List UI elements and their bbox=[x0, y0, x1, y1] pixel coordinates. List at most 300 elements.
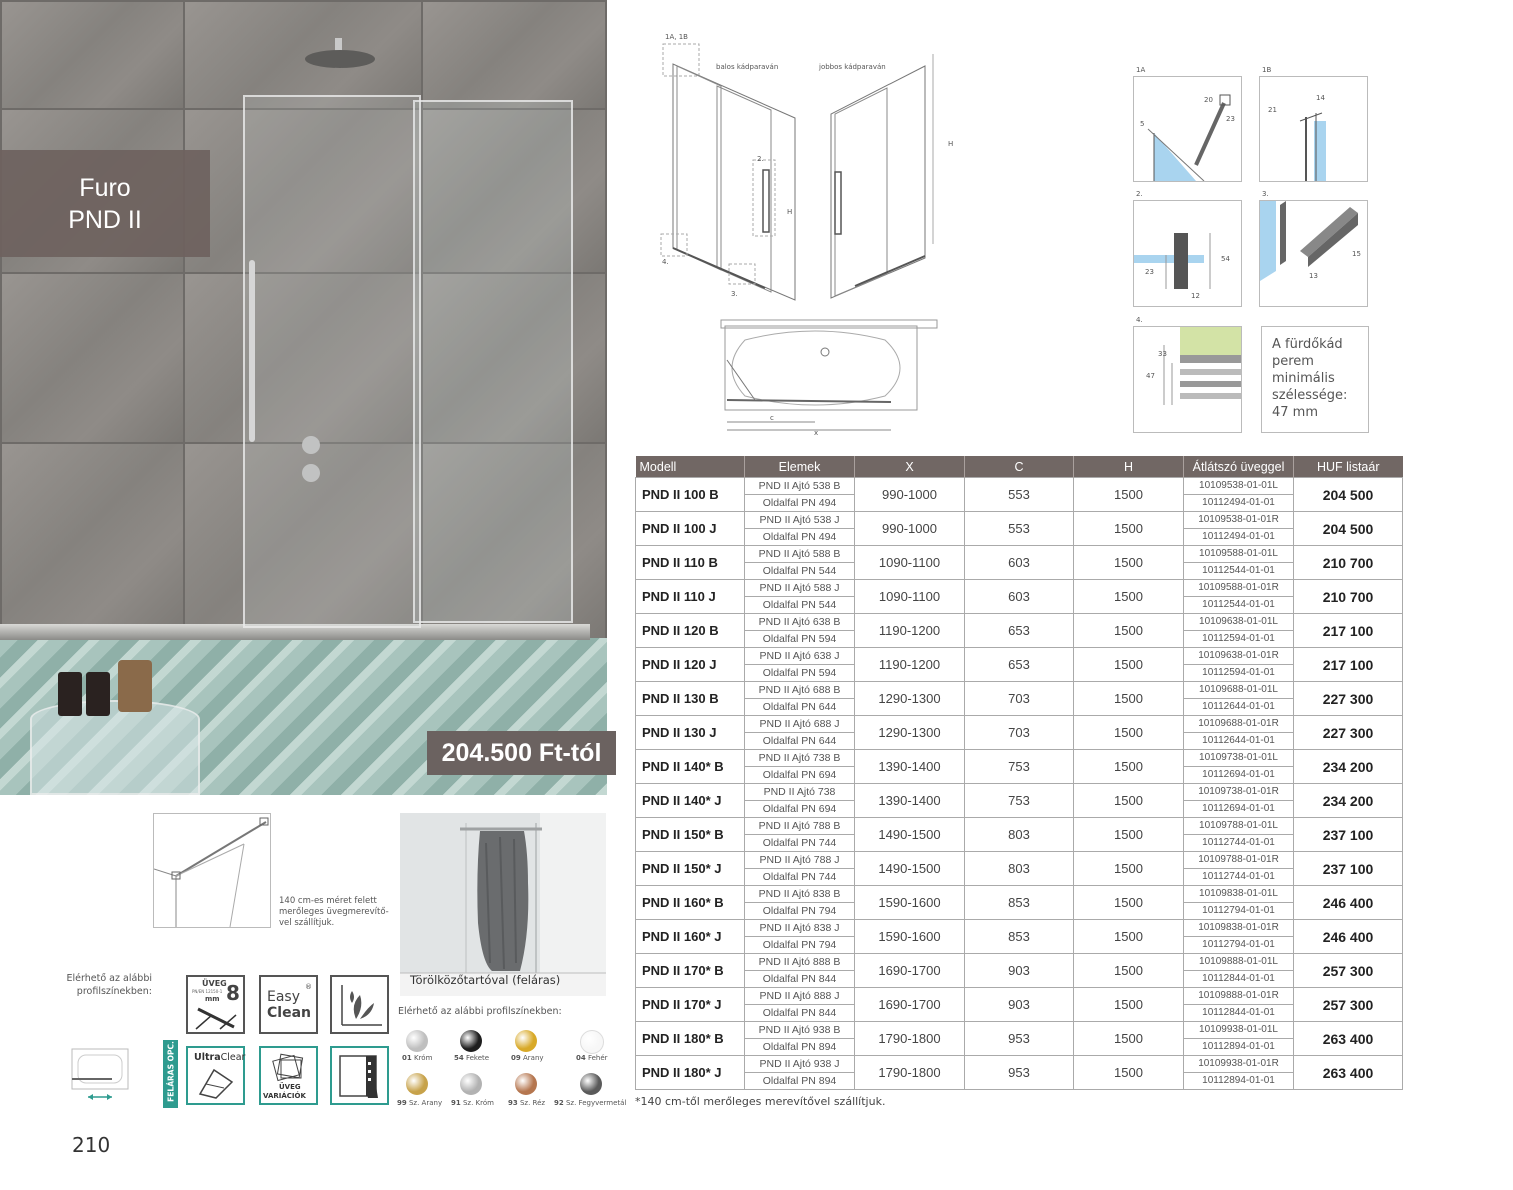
table-body bbox=[636, 478, 1403, 1090]
ultraclear-label-a: Ultra bbox=[194, 1052, 221, 1063]
cell-part-number: 10109938-01-01R bbox=[1184, 1056, 1294, 1073]
cell-model: PND II 100 J bbox=[636, 512, 745, 546]
color-label bbox=[454, 1054, 489, 1062]
cell-side-panel: Oldalfal PN 494 bbox=[745, 529, 855, 546]
cell-x: 1690-1700 bbox=[855, 954, 965, 988]
glass-thickness: 8 bbox=[226, 981, 240, 1005]
cell-door: PND II Ajtó 638 J bbox=[745, 648, 855, 665]
bottle bbox=[86, 672, 110, 716]
detail-1a-drawing bbox=[1134, 77, 1241, 181]
technical-drawing bbox=[655, 30, 955, 445]
product-photo bbox=[0, 0, 607, 795]
cell-side-panel: Oldalfal PN 594 bbox=[745, 665, 855, 682]
cell-h: 1500 bbox=[1074, 580, 1184, 614]
cell-h: 1500 bbox=[1074, 954, 1184, 988]
cell-model: PND II 160* J bbox=[636, 920, 745, 954]
eco-leaf-icon bbox=[330, 975, 389, 1034]
cell-price: 210 700 bbox=[1294, 580, 1403, 614]
color-swatch-brushed-gold bbox=[406, 1073, 428, 1095]
drawing-x-label: x bbox=[814, 429, 819, 437]
cell-x: 1290-1300 bbox=[855, 716, 965, 750]
dim-1a: 5 bbox=[1140, 120, 1145, 128]
wall-tile bbox=[183, 0, 423, 110]
wall-tile bbox=[0, 442, 185, 642]
towel-holder-caption: Törölközőtartóval (feláras) bbox=[410, 973, 561, 987]
header-c: C bbox=[965, 456, 1074, 478]
color-code: 09 bbox=[511, 1054, 521, 1062]
wall-tile bbox=[0, 272, 185, 444]
cell-part-number: 10109688-01-01L bbox=[1184, 682, 1294, 699]
ultraclear-label bbox=[194, 1052, 245, 1063]
ultraclear-label-b: Clear bbox=[220, 1052, 246, 1063]
cell-door: PND II Ajtó 888 J bbox=[745, 988, 855, 1005]
header-model: Modell bbox=[636, 456, 745, 478]
table-row bbox=[636, 784, 1403, 801]
header-elements: Elemek bbox=[745, 456, 855, 478]
cell-part-number: 10109588-01-01R bbox=[1184, 580, 1294, 597]
bathtub-outline-icon bbox=[70, 1045, 130, 1105]
side-glass-panel bbox=[413, 100, 573, 623]
glass-label: ÜVEG bbox=[202, 979, 227, 988]
cell-price: 257 300 bbox=[1294, 988, 1403, 1022]
color-name: Sz. Króm bbox=[462, 1099, 494, 1107]
cell-model: PND II 130 B bbox=[636, 682, 745, 716]
cell-side-panel: Oldalfal PN 644 bbox=[745, 733, 855, 750]
cell-model: PND II 130 J bbox=[636, 716, 745, 750]
color-name: Arany bbox=[522, 1054, 544, 1062]
color-swatch-brushed-copper bbox=[515, 1073, 537, 1095]
table-footnote: *140 cm-től merőleges merevítővel szállítjuk. bbox=[635, 1095, 886, 1108]
ultraclear-icon bbox=[186, 1046, 245, 1105]
cell-h: 1500 bbox=[1074, 716, 1184, 750]
cell-door: PND II Ajtó 538 B bbox=[745, 478, 855, 495]
cell-h: 1500 bbox=[1074, 886, 1184, 920]
table-row bbox=[636, 818, 1403, 835]
cell-price: 234 200 bbox=[1294, 750, 1403, 784]
table-row bbox=[636, 546, 1403, 563]
cell-door: PND II Ajtó 938 B bbox=[745, 1022, 855, 1039]
color-code: 54 bbox=[454, 1054, 464, 1062]
color-label bbox=[508, 1099, 545, 1107]
cell-door: PND II Ajtó 538 J bbox=[745, 512, 855, 529]
glass-standard: PN/EN 12150-1 bbox=[192, 989, 223, 994]
cell-x: 1390-1400 bbox=[855, 784, 965, 818]
variations-line1: ÜVEG bbox=[279, 1083, 301, 1091]
cell-model: PND II 180* J bbox=[636, 1056, 745, 1090]
cell-part-number: 10112644-01-01 bbox=[1184, 733, 1294, 750]
drawing-callout-4: 4. bbox=[662, 258, 669, 266]
color-code: 92 bbox=[554, 1099, 564, 1107]
cell-side-panel: Oldalfal PN 544 bbox=[745, 597, 855, 614]
cell-door: PND II Ajtó 788 J bbox=[745, 852, 855, 869]
detail-3-drawing bbox=[1260, 201, 1367, 306]
cell-part-number: 10112644-01-01 bbox=[1184, 699, 1294, 716]
cell-h: 1500 bbox=[1074, 920, 1184, 954]
color-swatch-black bbox=[460, 1030, 482, 1052]
color-name: Fehér bbox=[587, 1054, 608, 1062]
stiffener-line-icon bbox=[154, 814, 270, 927]
cell-price: 263 400 bbox=[1294, 1056, 1403, 1090]
cell-side-panel: Oldalfal PN 744 bbox=[745, 835, 855, 852]
cell-c: 803 bbox=[965, 818, 1074, 852]
cell-c: 703 bbox=[965, 716, 1074, 750]
glass-pane-icon bbox=[196, 1066, 236, 1100]
cell-x: 1590-1600 bbox=[855, 920, 965, 954]
dim-1b: 21 bbox=[1268, 106, 1277, 114]
cell-c: 903 bbox=[965, 954, 1074, 988]
cell-h: 1500 bbox=[1074, 546, 1184, 580]
colors-label: Elérhető az alábbi profilszínekben: bbox=[398, 1006, 562, 1017]
cell-price: 246 400 bbox=[1294, 886, 1403, 920]
cell-part-number: 10112744-01-01 bbox=[1184, 835, 1294, 852]
cell-c: 553 bbox=[965, 478, 1074, 512]
profile-colors-note: Elérhető az alábbi profilszínekben: bbox=[66, 973, 152, 997]
optional-badge bbox=[163, 1040, 178, 1108]
table-row bbox=[636, 716, 1403, 733]
cell-c: 903 bbox=[965, 988, 1074, 1022]
cell-part-number: 10112494-01-01 bbox=[1184, 529, 1294, 546]
drawing-label-right: jobbos kádparaván bbox=[819, 63, 886, 71]
cell-door: PND II Ajtó 688 J bbox=[745, 716, 855, 733]
cell-side-panel: Oldalfal PN 694 bbox=[745, 767, 855, 784]
cell-part-number: 10112794-01-01 bbox=[1184, 903, 1294, 920]
cell-part-number: 10109838-01-01L bbox=[1184, 886, 1294, 903]
sliding-glass-door bbox=[243, 95, 421, 628]
cell-c: 553 bbox=[965, 512, 1074, 546]
cell-x: 1590-1600 bbox=[855, 886, 965, 920]
drawing-label-left: balos kádparaván bbox=[716, 63, 779, 71]
cell-h: 1500 bbox=[1074, 988, 1184, 1022]
glass-pane-icon bbox=[192, 1007, 240, 1031]
cell-h: 1500 bbox=[1074, 478, 1184, 512]
cell-part-number: 10109638-01-01R bbox=[1184, 648, 1294, 665]
cell-part-number: 10112894-01-01 bbox=[1184, 1073, 1294, 1090]
cell-h: 1500 bbox=[1074, 682, 1184, 716]
table-row bbox=[636, 920, 1403, 937]
color-code: 04 bbox=[576, 1054, 586, 1062]
cell-c: 953 bbox=[965, 1022, 1074, 1056]
door-handle bbox=[249, 260, 255, 442]
cell-x: 990-1000 bbox=[855, 512, 965, 546]
drawing-callout-3: 3. bbox=[731, 290, 738, 298]
cell-price: 234 200 bbox=[1294, 784, 1403, 818]
detail-label-3: 3. bbox=[1262, 190, 1269, 198]
cell-x: 1290-1300 bbox=[855, 682, 965, 716]
table-row bbox=[636, 580, 1403, 597]
cell-door: PND II Ajtó 888 B bbox=[745, 954, 855, 971]
color-label bbox=[397, 1099, 442, 1107]
cell-model: PND II 160* B bbox=[636, 886, 745, 920]
cell-c: 653 bbox=[965, 614, 1074, 648]
drawing-h-right: H bbox=[948, 140, 954, 148]
header-clear-glass: Átlátszó üveggel bbox=[1184, 456, 1294, 478]
cell-price: 227 300 bbox=[1294, 716, 1403, 750]
cell-part-number: 10109638-01-01L bbox=[1184, 614, 1294, 631]
glass-stool bbox=[30, 700, 200, 795]
cell-h: 1500 bbox=[1074, 614, 1184, 648]
cell-model: PND II 120 J bbox=[636, 648, 745, 682]
color-swatch-gunmetal bbox=[580, 1073, 602, 1095]
cell-part-number: 10112544-01-01 bbox=[1184, 563, 1294, 580]
color-label bbox=[511, 1054, 544, 1062]
cell-door: PND II Ajtó 788 B bbox=[745, 818, 855, 835]
bottle bbox=[58, 672, 82, 716]
cell-side-panel: Oldalfal PN 694 bbox=[745, 801, 855, 818]
cell-h: 1500 bbox=[1074, 750, 1184, 784]
optional-badge-text: FELÁRAS OPC. bbox=[166, 1041, 176, 1102]
cell-side-panel: Oldalfal PN 894 bbox=[745, 1039, 855, 1056]
cell-part-number: 10109788-01-01R bbox=[1184, 852, 1294, 869]
color-label bbox=[576, 1054, 608, 1062]
price-badge bbox=[427, 731, 616, 775]
cell-price: 217 100 bbox=[1294, 614, 1403, 648]
detail-label-1a: 1A bbox=[1136, 66, 1146, 74]
table-row bbox=[636, 954, 1403, 971]
shower-head bbox=[305, 50, 375, 68]
cell-part-number: 10112894-01-01 bbox=[1184, 1039, 1294, 1056]
cell-model: PND II 140* B bbox=[636, 750, 745, 784]
cell-h: 1500 bbox=[1074, 512, 1184, 546]
header-price: HUF listaár bbox=[1294, 456, 1403, 478]
color-name: Sz. Réz bbox=[519, 1099, 546, 1107]
bath-direction-icon bbox=[70, 1045, 130, 1105]
color-swatch-chrome bbox=[406, 1030, 428, 1052]
table-row bbox=[636, 1056, 1403, 1073]
cell-h: 1500 bbox=[1074, 818, 1184, 852]
table-row bbox=[636, 886, 1403, 903]
cell-model: PND II 110 J bbox=[636, 580, 745, 614]
cell-side-panel: Oldalfal PN 794 bbox=[745, 903, 855, 920]
registered-mark: ® bbox=[305, 983, 312, 991]
cell-side-panel: Oldalfal PN 594 bbox=[745, 631, 855, 648]
profile-icon bbox=[330, 1046, 389, 1105]
cell-price: 204 500 bbox=[1294, 478, 1403, 512]
cell-door: PND II Ajtó 738 bbox=[745, 784, 855, 801]
cell-price: 217 100 bbox=[1294, 648, 1403, 682]
stacked-glass-icon bbox=[269, 1052, 309, 1082]
dim-2: 54 bbox=[1221, 255, 1230, 263]
color-label bbox=[402, 1054, 432, 1062]
cell-x: 1790-1800 bbox=[855, 1056, 965, 1090]
table-row bbox=[636, 614, 1403, 631]
cell-part-number: 10112594-01-01 bbox=[1184, 631, 1294, 648]
glass-variations-icon bbox=[259, 1046, 318, 1105]
cell-x: 1790-1800 bbox=[855, 1022, 965, 1056]
cell-part-number: 10112594-01-01 bbox=[1184, 665, 1294, 682]
cell-price: 210 700 bbox=[1294, 546, 1403, 580]
dim-3: 13 bbox=[1309, 272, 1318, 280]
cell-part-number: 10112494-01-01 bbox=[1184, 495, 1294, 512]
cell-model: PND II 180* B bbox=[636, 1022, 745, 1056]
table-row bbox=[636, 682, 1403, 699]
wall-tile bbox=[0, 0, 185, 110]
header-h: H bbox=[1074, 456, 1184, 478]
product-title-line1: Furo bbox=[79, 173, 131, 202]
cell-model: PND II 110 B bbox=[636, 546, 745, 580]
cell-door: PND II Ajtó 838 J bbox=[745, 920, 855, 937]
cell-price: 257 300 bbox=[1294, 954, 1403, 988]
color-label bbox=[451, 1099, 494, 1107]
cell-price: 237 100 bbox=[1294, 818, 1403, 852]
dim-3: 15 bbox=[1352, 250, 1361, 258]
color-name: Króm bbox=[413, 1054, 433, 1062]
cell-part-number: 10109788-01-01L bbox=[1184, 818, 1294, 835]
cell-x: 1690-1700 bbox=[855, 988, 965, 1022]
product-title bbox=[0, 150, 210, 257]
cell-price: 263 400 bbox=[1294, 1022, 1403, 1056]
stiffener-drawing bbox=[153, 813, 271, 928]
cell-x: 1090-1100 bbox=[855, 580, 965, 614]
drawing-c-label: c bbox=[770, 414, 774, 422]
color-label bbox=[554, 1099, 626, 1107]
color-code: 99 bbox=[397, 1099, 407, 1107]
cell-part-number: 10109538-01-01L bbox=[1184, 478, 1294, 495]
price-table bbox=[635, 456, 1403, 1090]
table-row bbox=[636, 648, 1403, 665]
table-row bbox=[636, 988, 1403, 1005]
cell-c: 603 bbox=[965, 580, 1074, 614]
cell-part-number: 10109938-01-01L bbox=[1184, 1022, 1294, 1039]
cell-c: 853 bbox=[965, 886, 1074, 920]
stiffener-note: 140 cm-es méret felett merőleges üvegmerevítő-vel szállítjuk. bbox=[279, 896, 389, 928]
detail-1b-drawing bbox=[1260, 77, 1367, 181]
cell-c: 953 bbox=[965, 1056, 1074, 1090]
cell-part-number: 10112544-01-01 bbox=[1184, 597, 1294, 614]
cell-door: PND II Ajtó 588 B bbox=[745, 546, 855, 563]
cell-x: 990-1000 bbox=[855, 478, 965, 512]
dim-2: 23 bbox=[1145, 268, 1154, 276]
cell-part-number: 10112844-01-01 bbox=[1184, 1005, 1294, 1022]
color-swatch-white bbox=[580, 1030, 604, 1054]
cell-side-panel: Oldalfal PN 544 bbox=[745, 563, 855, 580]
cell-door: PND II Ajtó 838 B bbox=[745, 886, 855, 903]
price-from: 204.500 Ft-tól bbox=[441, 738, 602, 767]
detail-label-4: 4. bbox=[1136, 316, 1143, 324]
cell-model: PND II 140* J bbox=[636, 784, 745, 818]
glass-thickness-icon bbox=[186, 975, 245, 1034]
cell-c: 753 bbox=[965, 784, 1074, 818]
cell-x: 1490-1500 bbox=[855, 852, 965, 886]
cell-door: PND II Ajtó 688 B bbox=[745, 682, 855, 699]
cell-part-number: 10109738-01-01L bbox=[1184, 750, 1294, 767]
cell-side-panel: Oldalfal PN 844 bbox=[745, 971, 855, 988]
candle bbox=[118, 660, 152, 712]
table-row bbox=[636, 512, 1403, 529]
easy-clean-line1: Easy bbox=[267, 989, 301, 1005]
cell-side-panel: Oldalfal PN 894 bbox=[745, 1073, 855, 1090]
cell-door: PND II Ajtó 588 J bbox=[745, 580, 855, 597]
cell-door: PND II Ajtó 938 J bbox=[745, 1056, 855, 1073]
cell-model: PND II 100 B bbox=[636, 478, 745, 512]
page-number: 210 bbox=[72, 1133, 111, 1157]
table-row bbox=[636, 852, 1403, 869]
dim-4: 47 bbox=[1146, 372, 1155, 380]
color-name: Sz. Arany bbox=[408, 1099, 443, 1107]
cell-model: PND II 120 B bbox=[636, 614, 745, 648]
drawing-callout-2: 2. bbox=[757, 155, 764, 163]
cell-c: 653 bbox=[965, 648, 1074, 682]
dim-1a: 20 bbox=[1204, 96, 1213, 104]
leaf-glass-icon bbox=[338, 983, 382, 1027]
table-row bbox=[636, 750, 1403, 767]
detail-label-1b: 1B bbox=[1262, 66, 1272, 74]
cell-h: 1500 bbox=[1074, 784, 1184, 818]
cell-price: 227 300 bbox=[1294, 682, 1403, 716]
color-code: 93 bbox=[508, 1099, 518, 1107]
cell-model: PND II 150* B bbox=[636, 818, 745, 852]
cell-h: 1500 bbox=[1074, 1022, 1184, 1056]
cell-model: PND II 170* B bbox=[636, 954, 745, 988]
glass-unit: mm bbox=[205, 995, 220, 1003]
cell-part-number: 10112694-01-01 bbox=[1184, 767, 1294, 784]
cell-h: 1500 bbox=[1074, 648, 1184, 682]
wall-tile bbox=[421, 0, 607, 110]
detail-1b bbox=[1259, 76, 1368, 182]
cell-c: 803 bbox=[965, 852, 1074, 886]
cell-h: 1500 bbox=[1074, 1056, 1184, 1090]
cell-c: 753 bbox=[965, 750, 1074, 784]
cell-x: 1190-1200 bbox=[855, 648, 965, 682]
easy-clean-line2: Clean bbox=[267, 1005, 311, 1021]
easy-clean-icon bbox=[259, 975, 318, 1034]
cell-door: PND II Ajtó 738 B bbox=[745, 750, 855, 767]
detail-2-drawing bbox=[1134, 201, 1241, 306]
towel-holder-photo bbox=[400, 813, 606, 996]
cell-part-number: 10112744-01-01 bbox=[1184, 869, 1294, 886]
door-profile-icon bbox=[336, 1052, 384, 1100]
drawing-h-left: H bbox=[787, 208, 793, 216]
cell-price: 204 500 bbox=[1294, 512, 1403, 546]
cell-x: 1390-1400 bbox=[855, 750, 965, 784]
color-swatch-gold bbox=[515, 1030, 537, 1052]
dim-4: 33 bbox=[1158, 350, 1167, 358]
cell-x: 1490-1500 bbox=[855, 818, 965, 852]
table-row bbox=[636, 478, 1403, 495]
cell-c: 603 bbox=[965, 546, 1074, 580]
dim-2: 12 bbox=[1191, 292, 1200, 300]
cell-side-panel: Oldalfal PN 844 bbox=[745, 1005, 855, 1022]
cell-x: 1190-1200 bbox=[855, 614, 965, 648]
cell-part-number: 10109838-01-01R bbox=[1184, 920, 1294, 937]
dim-1b: 14 bbox=[1316, 94, 1325, 102]
cell-x: 1090-1100 bbox=[855, 546, 965, 580]
color-name: Sz. Fegyvermetál bbox=[565, 1099, 627, 1107]
drawing-label-1a1b: 1A, 1B bbox=[665, 33, 688, 41]
color-code: 01 bbox=[402, 1054, 412, 1062]
cell-part-number: 10112844-01-01 bbox=[1184, 971, 1294, 988]
color-code: 91 bbox=[451, 1099, 461, 1107]
cell-model: PND II 150* J bbox=[636, 852, 745, 886]
variations-line2: VARIÁCIÓK bbox=[263, 1092, 306, 1100]
detail-label-2: 2. bbox=[1136, 190, 1143, 198]
cell-model: PND II 170* J bbox=[636, 988, 745, 1022]
cell-part-number: 10109588-01-01L bbox=[1184, 546, 1294, 563]
cell-part-number: 10109888-01-01L bbox=[1184, 954, 1294, 971]
table-header-row bbox=[636, 456, 1403, 478]
cell-h: 1500 bbox=[1074, 852, 1184, 886]
dim-1a: 23 bbox=[1226, 115, 1235, 123]
cell-part-number: 10109888-01-01R bbox=[1184, 988, 1294, 1005]
detail-1a bbox=[1133, 76, 1242, 182]
detail-2 bbox=[1133, 200, 1242, 307]
cell-price: 237 100 bbox=[1294, 852, 1403, 886]
cell-price: 246 400 bbox=[1294, 920, 1403, 954]
cell-part-number: 10109538-01-01R bbox=[1184, 512, 1294, 529]
rim-width-note: A fürdőkád perem minimális szélessége: 47 mm bbox=[1261, 326, 1369, 433]
cell-part-number: 10112794-01-01 bbox=[1184, 937, 1294, 954]
cell-part-number: 10109738-01-01R bbox=[1184, 784, 1294, 801]
cell-side-panel: Oldalfal PN 794 bbox=[745, 937, 855, 954]
